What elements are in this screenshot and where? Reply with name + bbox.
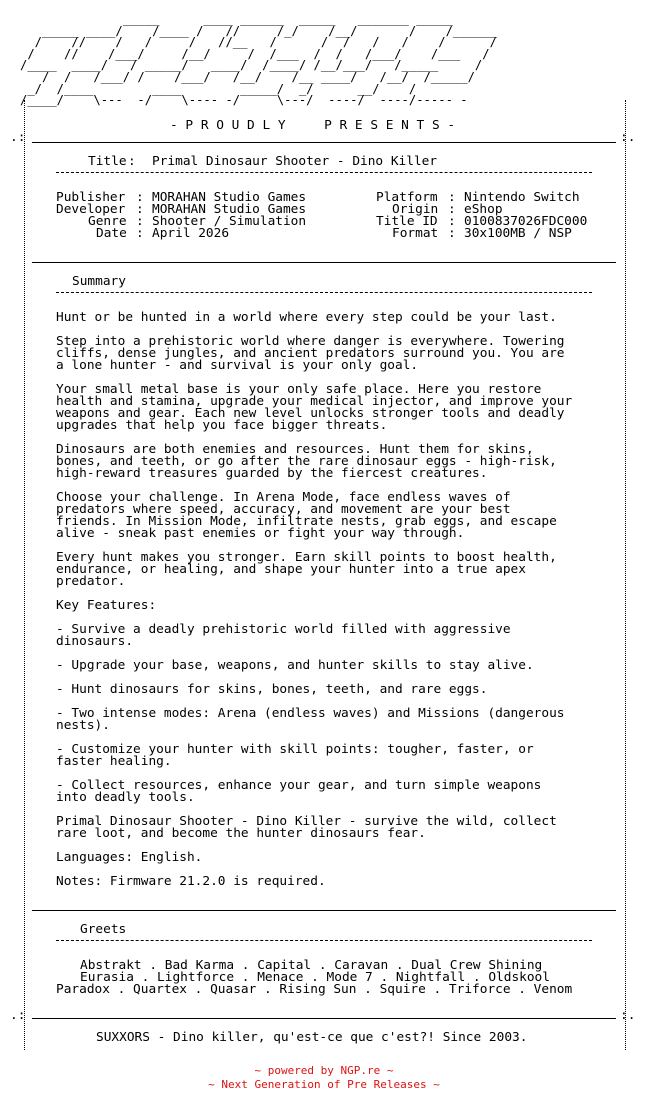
summary-paragraph: Every hunt makes you stronger. Earn skill points to boost health, endurance, or healing, and shape your hunter into a true apex predator. bbox=[56, 550, 557, 589]
colon: : bbox=[136, 202, 144, 217]
titleid-value: 0100837026FDC000 bbox=[464, 214, 588, 229]
summary-paragraph: Your small metal base is your only safe place. Here you restore health and stamina, upgrade your medical injector, and improve your weapons and gear. Each new level unlocks stronger tools and deadly upgrades that help you face bigger threats. bbox=[56, 382, 573, 433]
titleid-label: Title ID bbox=[376, 214, 438, 229]
frame-ornament-right-bottom: :. bbox=[620, 1008, 636, 1023]
presents-line: - P R O U D L Y P R E S E N T S - bbox=[170, 118, 456, 133]
dashed-divider bbox=[56, 172, 592, 173]
game-title: Primal Dinosaur Shooter - Dino Killer bbox=[152, 154, 438, 169]
ascii-logo-art: _____ ____ ______ _____ _______ _____ _____ ____/ /____ / // /_/ /__/ / /______ / // / / / //__ / / / / / / / / // /___/ /__/ / /___ / / /___/ /___ / /____ ____/ / _____/ ____/ /____/ /__/___/ /_____ / / / /___/ / /___/ /__/ /__ ____/ /__/ /_____/ _/ /____ ____ _____/ _/ __/ / /____/ \--- -/ \---- -/ \---/ ----/ ----/----- - bbox=[20, 12, 497, 108]
genre-value: Shooter / Simulation bbox=[152, 214, 307, 229]
platform-value: Nintendo Switch bbox=[464, 190, 580, 205]
format-value: 30x100MB / NSP bbox=[464, 226, 572, 241]
notes-line: Notes: Firmware 21.2.0 is required. bbox=[56, 874, 326, 889]
feature-item: - Two intense modes: Arena (endless waves) and Missions (dangerous nests). bbox=[56, 706, 565, 733]
divider bbox=[32, 142, 616, 143]
frame-ornament-left: .: bbox=[10, 130, 26, 145]
frame-ornament-right: :. bbox=[620, 130, 636, 145]
feature-item: - Collect resources, enhance your gear, and turn simple weapons into deadly tools. bbox=[56, 778, 542, 805]
feature-item: - Upgrade your base, weapons, and hunter skills to stay alive. bbox=[56, 658, 534, 673]
languages-line: Languages: English. bbox=[56, 850, 203, 865]
origin-label: Origin bbox=[392, 202, 439, 217]
date-value: April 2026 bbox=[152, 226, 230, 241]
dashed-divider bbox=[56, 940, 592, 941]
title-label: Title bbox=[88, 154, 127, 169]
greets-line: Abstrakt . Bad Karma . Capital . Caravan . Dual Crew Shining bbox=[80, 958, 543, 973]
colon: : bbox=[448, 190, 456, 205]
publisher-value: MORAHAN Studio Games bbox=[152, 190, 307, 205]
colon: : bbox=[136, 214, 144, 229]
colon: : bbox=[448, 214, 456, 229]
format-label: Format bbox=[392, 226, 439, 241]
developer-label: Developer bbox=[56, 202, 126, 217]
summary-paragraph: Hunt or be hunted in a world where every step could be your last. bbox=[56, 310, 557, 325]
dashed-divider bbox=[56, 292, 592, 293]
divider bbox=[32, 262, 616, 263]
title-colon: : bbox=[128, 154, 136, 169]
divider bbox=[32, 1018, 616, 1019]
greets-line: Paradox . Quartex . Quasar . Rising Sun . Squire . Triforce . Venom bbox=[56, 982, 573, 997]
colon: : bbox=[448, 202, 456, 217]
genre-label: Genre bbox=[88, 214, 127, 229]
colon: : bbox=[136, 190, 144, 205]
divider bbox=[32, 910, 616, 911]
summary-heading: Summary bbox=[72, 274, 126, 289]
powered-by-link[interactable]: ~ powered by NGP.re ~ bbox=[254, 1064, 394, 1077]
colon: : bbox=[136, 226, 144, 241]
developer-value: MORAHAN Studio Games bbox=[152, 202, 307, 217]
ngp-tagline-link[interactable]: ~ Next Generation of Pre Releases ~ bbox=[208, 1078, 440, 1091]
greets-heading: Greets bbox=[80, 922, 127, 937]
feature-item: - Hunt dinosaurs for skins, bones, teeth, and rare eggs. bbox=[56, 682, 488, 697]
feature-item: - Customize your hunter with skill points: tougher, faster, or faster healing. bbox=[56, 742, 534, 769]
colon: : bbox=[448, 226, 456, 241]
summary-paragraph: Choose your challenge. In Arena Mode, face endless waves of predators where speed, accuracy, and movement are your best friends. In Mission Mode, infiltrate nests, grab eggs, and escape alive - sneak past enemies or fight your way through. bbox=[56, 490, 557, 541]
summary-paragraph: Dinosaurs are both enemies and resources. Hunt them for skins, bones, and teeth, or go after the rare dinosaur eggs - high-risk, high-reward treasures guarded by the fiercest creatures. bbox=[56, 442, 557, 481]
origin-value: eShop bbox=[464, 202, 503, 217]
summary-paragraph: Step into a prehistoric world where danger is everywhere. Towering cliffs, dense jungles, and ancient predators surround you. You are a lone hunter - and survival is your only goal. bbox=[56, 334, 565, 373]
frame-ornament-left-bottom: .: bbox=[10, 1008, 26, 1023]
feature-item: - Survive a deadly prehistoric world filled with aggressive dinosaurs. bbox=[56, 622, 511, 649]
publisher-label: Publisher bbox=[56, 190, 126, 205]
summary-paragraph: Primal Dinosaur Shooter - Dino Killer - survive the wild, collect rare loot, and become the hunter dinosaurs fear. bbox=[56, 814, 557, 841]
tagline: SUXXORS - Dino killer, qu'est-ce que c'est?! Since 2003. bbox=[96, 1030, 528, 1045]
platform-label: Platform bbox=[376, 190, 438, 205]
greets-line: Eurasia . Lightforce . Menace . Mode 7 . Nightfall . Oldskool bbox=[80, 970, 550, 985]
date-label: Date bbox=[96, 226, 127, 241]
key-features-heading: Key Features: bbox=[56, 598, 157, 613]
